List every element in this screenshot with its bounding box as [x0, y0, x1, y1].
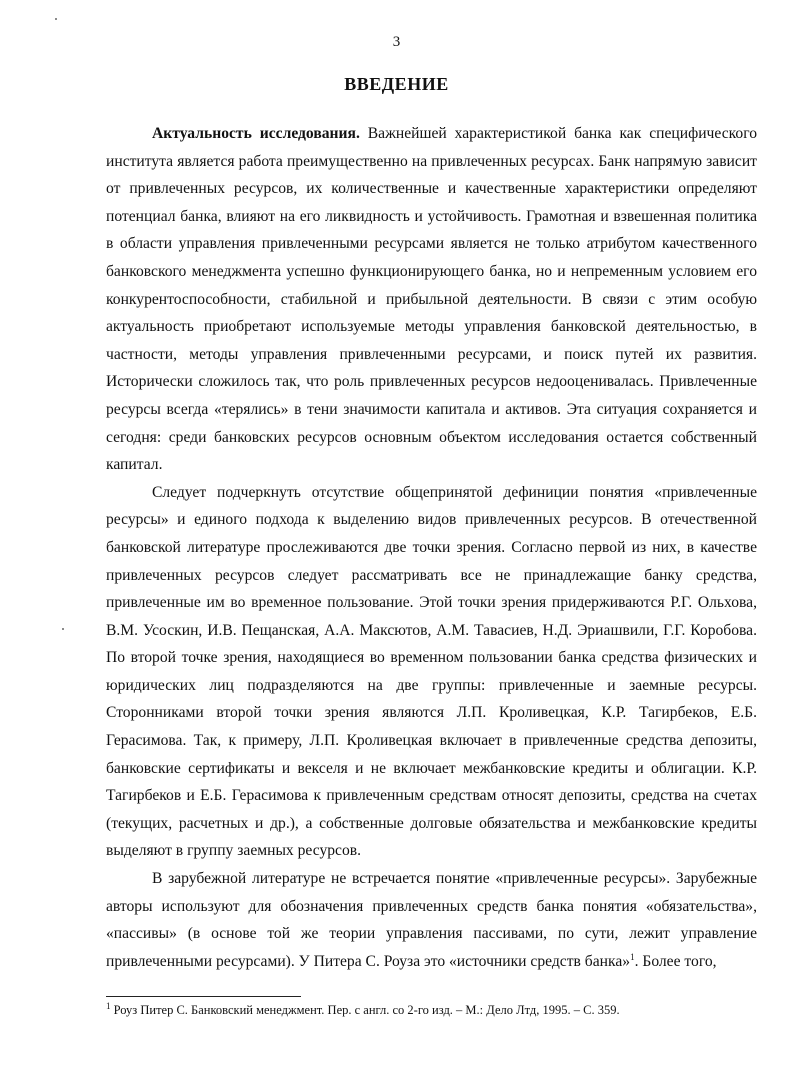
- footnote-reference[interactable]: 1: [630, 951, 635, 962]
- scan-speck: [55, 18, 57, 20]
- footnote-divider: [106, 996, 301, 997]
- footnote-marker: 1: [106, 1000, 111, 1011]
- scan-speck: [62, 628, 64, 630]
- footnote: [106, 1002, 757, 1018]
- paragraph-definitions: [106, 479, 757, 865]
- paragraph-lead: Актуальность исследования.: [152, 125, 360, 142]
- paragraph-text: Важнейшей характеристикой банка как специфического института является работа преимущественно на привлеченных ресурсах. Банк напрямую зависит от привлеченных ресурсов, их количественные и качественные характеристики определяют потенциал банка, влияют на его ликвидность и устойчивость. Грамотная и взвешенная политика в области управления привлеченными ресурсами является не только атрибутом качественного банковского менеджмента успешно функционирующего банка, но и непременным условием его конкурентоспособности, стабильной и прибыльной деятельности. В связи с этим особую актуальность приобретают используемые методы управления банковской деятельностью, в частности, методы управления привлеченными ресурсами, и поиск путей их развития. Исторически сложилось так, что роль привлеченных ресурсов недооценивалась. Привлеченные ресурсы всегда «терялись» в тени значимости капитала и активов. Эта ситуация сохраняется и сегодня: среди банковских ресурсов основным объектом исследования остается собственный капитал.: [106, 125, 757, 474]
- footnote-text: Роуз Питер С. Банковский менеджмент. Пер. с англ. со 2-го изд. – М.: Дело Лтд, 1995. – С. 359.: [110, 1003, 620, 1017]
- paragraph-tail: . Более того,: [634, 952, 717, 970]
- page-title: ВВЕДЕНИЕ: [344, 74, 449, 94]
- paragraph-text: Следует подчеркнуть отсутствие общепринятой дефиниции понятия «привлеченные ресурсы» и единого подхода к выделению видов привлеченных ресурсов. В отечественной банковской литературе прослеживаются две точки зрения. Согласно первой из них, в качестве привлеченных ресурсов следует рассматривать все не принадлежащие банку средства, привлеченные им во временное пользование. Этой точки зрения придерживаются Р.Г. Ольхова, В.М. Усоскин, И.В. Пещанская, А.А. Максютов, А.М. Тавасиев, Н.Д. Эриашвили, Г.Г. Коробова. По второй точке зрения, находящиеся во временном пользовании банка средства физических и юридических лиц подразделяются на две группы: привлеченные и заемные ресурсы. Сторонниками второй точки зрения являются Л.П. Кроливецкая, К.Р. Тагирбеков, Е.Б. Герасимова. Так, к примеру, Л.П. Кроливецкая включает в привлеченные средства депозиты, банковские сертификаты и векселя и не включает межбанковские кредиты и облигации. К.Р. Тагирбеков и Е.Б. Герасимова к привлеченным средствам относят депозиты, средства на счетах (текущих, расчетных и др.), а собственные долговые обязательства и межбанковские кредиты выделяют в группу заемных ресурсов.: [106, 483, 757, 860]
- page-number: 3: [392, 34, 401, 50]
- paragraph-foreign-literature: [106, 865, 757, 975]
- paragraph-relevance: [106, 120, 757, 479]
- body-text: [106, 120, 757, 975]
- paragraph-text: В зарубежной литературе не встречается понятие «привлеченные ресурсы». Зарубежные авторы используют для обозначения привлеченных средств банка понятия «обязательства», «пассивы» (в основе той же теории управления пассивами, по сути, лежит управление привлеченными ресурсами). У Питера С. Роуза это «источники средств банка»: [106, 870, 757, 970]
